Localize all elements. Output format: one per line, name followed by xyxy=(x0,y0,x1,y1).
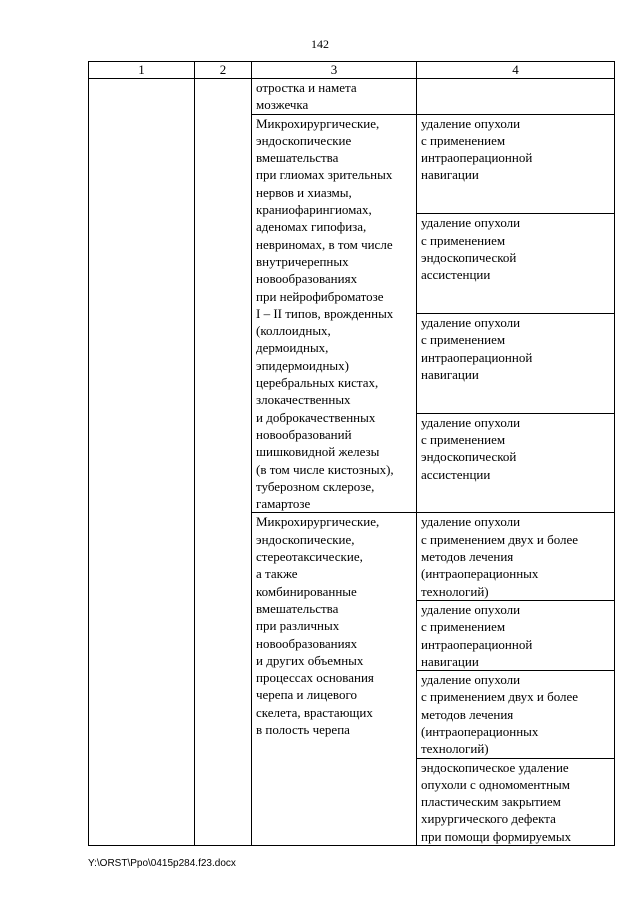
method-cell: удаление опухоли с применением эндоскопической ассистенции xyxy=(417,413,615,513)
column-header: 3 xyxy=(252,62,417,79)
column-header: 2 xyxy=(195,62,252,79)
description-cell: Микрохирургические, эндоскопические, стереотаксические, а также комбинированные вмешательства при различных новообразованиях и других объемных процессах основания черепа и лицевого скелета, врастающих в полость черепа xyxy=(252,513,417,846)
continued-description-cell: отростка и намета мозжечка xyxy=(252,79,417,115)
column-1-cell xyxy=(89,79,195,846)
description-cell: Микрохирургические, эндоскопические вмешательства при глиомах зрительных нервов и хиазмы, краниофарингиомах, аденомах гипофиза, невриномах, в том числе внутричерепных новообразованиях при нейрофиброматозе I – II типов, врожденных (коллоидных, дермоидных, эпидермоидных) церебральных кистах, злокачественных и доброкачественных новообразований шишковидной железы (в том числе кистозных), туберозном склерозе, гамартозе xyxy=(252,114,417,513)
method-cell: удаление опухоли с применением интраоперационной навигации xyxy=(417,600,615,670)
table-row xyxy=(89,79,615,115)
column-2-cell xyxy=(195,79,252,846)
method-cell: удаление опухоли с применением двух и более методов лечения (интраоперационных технологий) xyxy=(417,671,615,758)
method-cell: удаление опухоли с применением двух и более методов лечения (интраоперационных технологий) xyxy=(417,513,615,600)
column-header: 4 xyxy=(417,62,615,79)
column-header: 1 xyxy=(89,62,195,79)
footer-file-path: Y:\ORST\Ppo\0415p284.f23.docx xyxy=(88,858,236,869)
method-cell: эндоскопическое удаление опухоли с одномоментным пластическим закрытием хирургического дефекта при помощи формируемых xyxy=(417,758,615,845)
method-cell: удаление опухоли с применением интраоперационной навигации xyxy=(417,114,615,214)
empty-method-cell xyxy=(417,79,615,115)
page-number: 142 xyxy=(311,37,329,51)
method-cell: удаление опухоли с применением интраоперационной навигации xyxy=(417,314,615,414)
table-header-row xyxy=(89,62,615,79)
services-table xyxy=(88,61,615,846)
method-cell: удаление опухоли с применением эндоскопической ассистенции xyxy=(417,214,615,314)
